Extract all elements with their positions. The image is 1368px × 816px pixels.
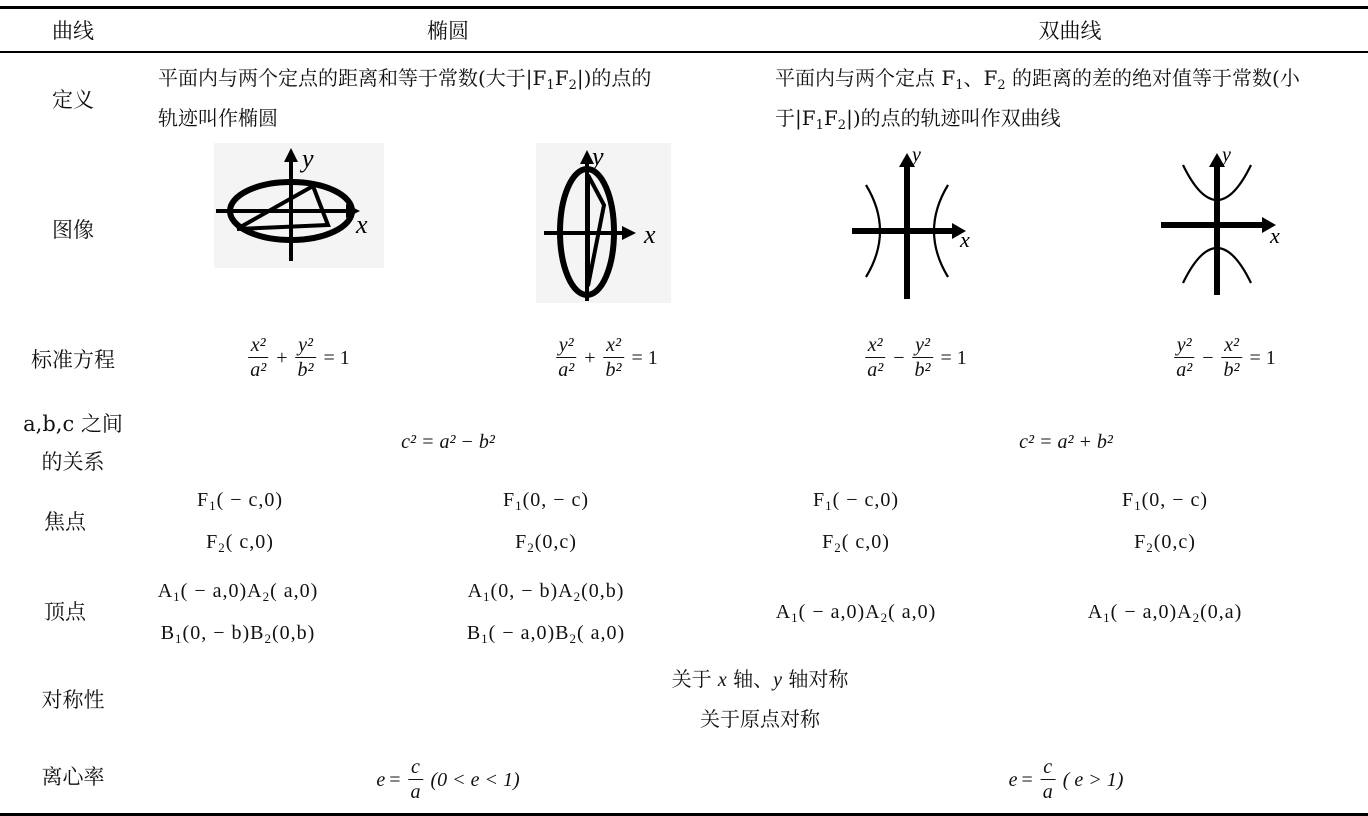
hyperbola-horizontal-graph: [848, 143, 978, 303]
row-label-equation: 标准方程: [31, 348, 115, 372]
ellipse-h-focus-2: $F_2$( c,0): [206, 531, 274, 555]
row-label-vertices: 顶点: [44, 600, 86, 624]
hyperbola-vertical-graph: [1158, 143, 1288, 303]
ellipse-v-equation: $\frac{\text{y²}}{\text{a²}}$ + $\frac{\text{x²}}{\text{b²}}$ = 1: [552, 334, 658, 381]
row-label-relation-1: a,b,c 之间: [23, 412, 123, 436]
row-label-relation-2: 的关系: [41, 450, 105, 474]
hyperbola-h-focus-2: $F_2$( c,0): [822, 531, 890, 555]
hyperbola-definition-line1: 平面内与两个定点 $F_1$、$F_2$ 的距离的差的绝对值等于常数(小: [775, 66, 1300, 93]
y-axis-label: y: [302, 144, 314, 173]
row-label-foci: 焦点: [44, 510, 86, 534]
header-rule: [0, 51, 1368, 53]
hyperbola-definition-line2: 于$|F_1F_2|$)的点的轨迹叫作双曲线: [775, 106, 1061, 133]
ellipse-v-focus-1: $F_1(0$, − c): [502, 489, 590, 513]
hyperbola-h-focus-1: $F_1( - c,0)$: [812, 489, 900, 513]
symmetry-origin: 关于原点对称: [700, 707, 820, 731]
row-label-definition: 定义: [52, 88, 94, 112]
header-hyperbola: 双曲线: [1038, 19, 1102, 43]
ellipse-relation: c² = a² − b²: [401, 431, 495, 453]
ellipse-eccentricity: e = $\frac{c}{a}$ (0 < e < 1): [376, 756, 520, 803]
hyperbola-relation: c² = a² + b²: [1019, 431, 1113, 453]
ellipse-v-vertices-b: $B_1( - a,0)B_2$( a,0): [466, 622, 626, 646]
svg-text:x: x: [1270, 223, 1280, 248]
hyperbola-v-focus-1: $F_1(0$, − c): [1121, 489, 1209, 513]
hyperbola-v-equation: $\frac{\text{y²}}{\text{a²}}$ − $\frac{\text{x²}}{\text{b²}}$ = 1: [1170, 334, 1276, 381]
symmetry-axes: 关于 x 轴、y 轴对称: [671, 667, 849, 691]
svg-text:y: y: [912, 144, 921, 166]
svg-text:x: x: [644, 220, 656, 249]
x-axis-label: x: [356, 210, 368, 239]
hyperbola-v-vertices: $A_1( - a,0)A_2(0,a)$: [1087, 601, 1243, 625]
row-label-image: 图像: [52, 218, 94, 242]
svg-text:x: x: [960, 227, 970, 252]
ellipse-h-vertices-b: $B_1(0$, − $b)B_2(0,b)$: [160, 622, 316, 646]
ellipse-horizontal-graph: [214, 143, 384, 268]
svg-text:y: y: [592, 143, 604, 171]
hyperbola-eccentricity: e = $\frac{c}{a}$ ( e > 1): [1008, 756, 1124, 803]
row-label-eccentricity: 离心率: [41, 765, 105, 789]
ellipse-definition-line1: 平面内与两个定点的距离和等于常数(大于$|F_1F_2|$)的点的: [158, 66, 652, 93]
header-ellipse: 椭圆: [427, 19, 469, 43]
hyperbola-h-vertices: $A_1( - a,0)A_2$( a,0): [775, 601, 937, 625]
top-rule: [0, 6, 1368, 9]
ellipse-v-focus-2: $F_2(0,c)$: [515, 531, 577, 555]
hyperbola-v-focus-2: $F_2(0,c)$: [1134, 531, 1196, 555]
ellipse-h-equation: $\frac{\text{x²}}{\text{a²}}$ + $\frac{\text{y²}}{\text{b²}}$ = 1: [244, 334, 350, 381]
row-label-symmetry: 对称性: [41, 688, 105, 712]
svg-text:y: y: [1222, 144, 1231, 166]
ellipse-vertical-graph: [536, 143, 671, 303]
hyperbola-h-equation: $\frac{\text{x²}}{\text{a²}}$ − $\frac{\text{y²}}{\text{b²}}$ = 1: [861, 334, 967, 381]
ellipse-definition-line2: 轨迹叫作椭圆: [158, 106, 278, 130]
ellipse-h-vertices-a: $A_1( - a,0)A_2$( a,0): [157, 580, 319, 604]
ellipse-h-focus-1: $F_1( - c,0)$: [196, 489, 284, 513]
header-curve: 曲线: [52, 19, 94, 43]
ellipse-v-vertices-a: $A_1(0$, − $b)A_2(0,b)$: [467, 580, 625, 604]
